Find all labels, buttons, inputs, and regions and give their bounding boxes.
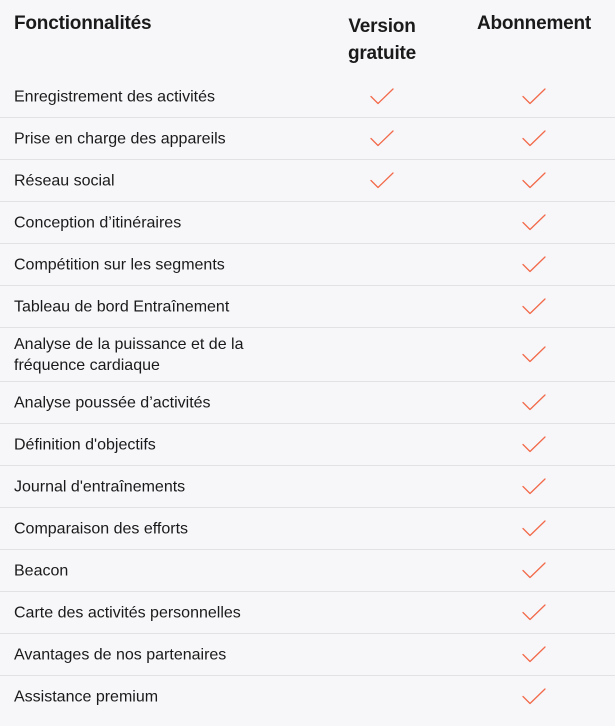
subscription-check-icon bbox=[522, 520, 546, 538]
table-row bbox=[0, 676, 615, 718]
free-check-icon bbox=[370, 562, 394, 580]
free-check-icon bbox=[370, 688, 394, 706]
table-row bbox=[0, 424, 615, 466]
table-row bbox=[0, 382, 615, 424]
free-check-icon bbox=[370, 394, 394, 412]
subscription-check-icon bbox=[522, 394, 546, 412]
subscription-check-icon bbox=[522, 256, 546, 274]
header-features: Fonctionnalités bbox=[14, 13, 152, 34]
table-row bbox=[0, 160, 615, 202]
subscription-check-icon bbox=[522, 346, 546, 364]
feature-label: Analyse de la puissance et de la fréquence cardiaque bbox=[14, 335, 244, 374]
free-check-icon bbox=[370, 130, 394, 148]
table-row bbox=[0, 592, 615, 634]
free-check-icon bbox=[370, 346, 394, 364]
feature-label: Carte des activités personnelles bbox=[14, 604, 241, 621]
free-check-icon bbox=[370, 256, 394, 274]
free-check-icon bbox=[370, 214, 394, 232]
feature-label: Conception d’itinéraires bbox=[14, 214, 182, 231]
table-row bbox=[0, 634, 615, 676]
table-row bbox=[0, 328, 615, 382]
free-check-icon bbox=[370, 520, 394, 538]
free-check-icon bbox=[370, 172, 394, 190]
feature-label: Avantages de nos partenaires bbox=[14, 646, 227, 663]
feature-label: Comparaison des efforts bbox=[14, 520, 189, 537]
subscription-check-icon bbox=[522, 88, 546, 106]
subscription-check-icon bbox=[522, 688, 546, 706]
subscription-check-icon bbox=[522, 172, 546, 190]
table-row bbox=[0, 76, 615, 118]
subscription-check-icon bbox=[522, 478, 546, 496]
subscription-check-icon bbox=[522, 646, 546, 664]
feature-label: Prise en charge des appareils bbox=[14, 130, 226, 147]
subscription-check-icon bbox=[522, 436, 546, 454]
feature-label: Compétition sur les segments bbox=[14, 256, 225, 273]
header-free-version: Version gratuite bbox=[347, 16, 417, 64]
table-row bbox=[0, 286, 615, 328]
table-row bbox=[0, 244, 615, 286]
free-check-icon bbox=[370, 88, 394, 106]
subscription-check-icon bbox=[522, 562, 546, 580]
feature-label: Assistance premium bbox=[14, 688, 159, 706]
free-check-icon bbox=[370, 298, 394, 316]
table-row bbox=[0, 550, 615, 592]
feature-label: Enregistrement des activités bbox=[14, 88, 215, 105]
free-check-icon bbox=[370, 478, 394, 496]
feature-label: Tableau de bord Entraînement bbox=[14, 298, 230, 315]
table-row bbox=[0, 508, 615, 550]
table-row bbox=[0, 202, 615, 244]
header-subscription: Abonnement bbox=[476, 13, 592, 34]
table-row bbox=[0, 118, 615, 160]
free-check-icon bbox=[370, 646, 394, 664]
free-check-icon bbox=[370, 436, 394, 454]
subscription-check-icon bbox=[522, 604, 546, 622]
table-row bbox=[0, 466, 615, 508]
table-header bbox=[0, 0, 615, 76]
subscription-check-icon bbox=[522, 130, 546, 148]
subscription-check-icon bbox=[522, 298, 546, 316]
feature-label: Journal d'entraînements bbox=[14, 478, 186, 495]
feature-rows bbox=[0, 76, 615, 718]
feature-label: Réseau social bbox=[14, 172, 115, 189]
subscription-check-icon bbox=[522, 214, 546, 232]
feature-label: Définition d'objectifs bbox=[14, 436, 156, 453]
feature-label: Analyse poussée d’activités bbox=[14, 394, 211, 411]
feature-label: Beacon bbox=[14, 562, 69, 579]
free-check-icon bbox=[370, 604, 394, 622]
